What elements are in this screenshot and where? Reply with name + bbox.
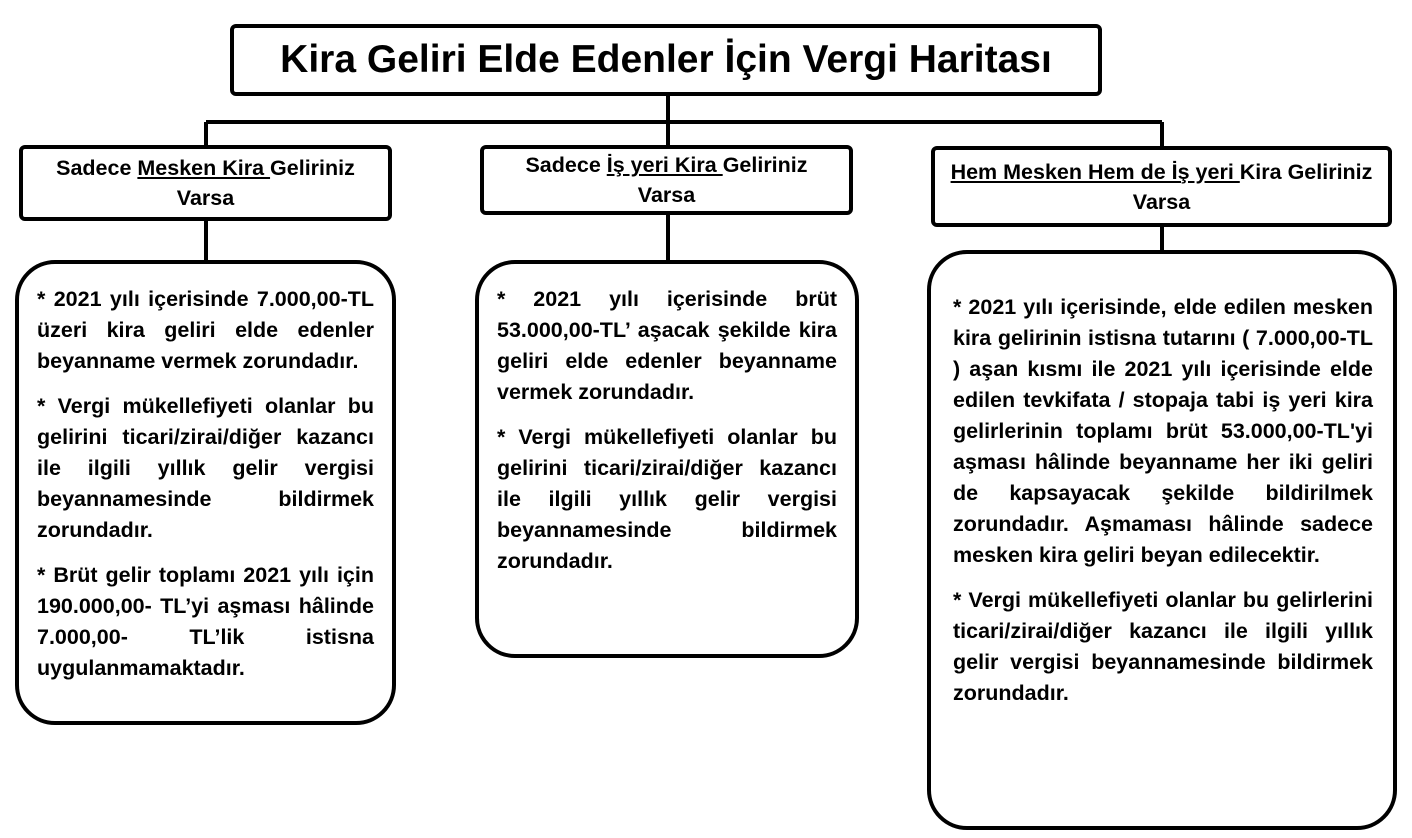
page-title: Kira Geliri Elde Edenler İçin Vergi Haritası — [230, 24, 1102, 96]
header-underlined: Hem Mesken Hem de İş yeri — [950, 159, 1240, 184]
header-suffix: Geliriniz Varsa — [176, 156, 355, 210]
content-box-hem — [927, 250, 1397, 830]
info-paragraph: * Vergi mükellefiyeti olanlar bu gelirlerini ticari/zirai/diğer kazancı ile ilgili yıllık gelir vergisi beyannamesinde bildirmek zorundadır. — [953, 588, 1373, 705]
header-prefix: Sadece — [525, 153, 607, 177]
header-underlined: İş yeri Kira — [606, 153, 723, 177]
info-paragraph: * 2021 yılı içerisinde 7.000,00-TL üzeri kira geliri elde edenler beyanname vermek zorundadır. — [37, 287, 374, 373]
header-suffix: Kira Geliriniz Varsa — [1132, 159, 1373, 214]
header-suffix: Geliriniz Varsa — [637, 153, 808, 207]
info-paragraph: * 2021 yılı içerisinde, elde edilen mesken kira gelirinin istisna tutarını ( 7.000,00-TL ) aşan kısmı ile 2021 yılı içerisinde elde edilen tevkifata / stopaja tabi iş yeri kira gelirlerinin toplamı brüt 53.000,00-TL'yi aşması hâlinde beyanname her iki geliri de kapsayacak şekilde bildirilmek zorundadır. Aşmaması hâlinde sadece mesken kira geliri beyan edilecektir. — [953, 295, 1373, 567]
header-prefix: Sadece — [56, 156, 138, 180]
header-hem-mesken-hem-isyeri — [931, 146, 1392, 227]
header-underlined: Mesken Kira — [137, 156, 271, 180]
info-paragraph: * Brüt gelir toplamı 2021 yılı için 190.000,00- TL’yi aşması hâlinde 7.000,00- TL’lik istisna uygulanmamaktadır. — [37, 563, 374, 680]
content-box-mesken — [15, 260, 396, 725]
header-mesken-text — [33, 153, 378, 213]
content-box-isyeri — [475, 260, 859, 658]
info-paragraph: * Vergi mükellefiyeti olanlar bu gelirini ticari/zirai/diğer kazancı ile ilgili yıllık gelir vergisi beyannamesinde bildirmek zorundadır. — [37, 394, 374, 542]
info-paragraph: * Vergi mükellefiyeti olanlar bu gelirini ticari/zirai/diğer kazancı ile ilgili yıllık gelir vergisi beyannamesinde bildirmek zorundadır. — [497, 425, 837, 573]
header-hem-text — [945, 157, 1378, 217]
info-paragraph: * 2021 yılı içerisinde brüt 53.000,00-TL’ aşacak şekilde kira geliri elde edenler beyanname vermek zorundadır. — [497, 287, 837, 404]
header-mesken — [19, 145, 392, 221]
header-isyeri — [480, 145, 853, 215]
header-isyeri-text — [494, 150, 839, 210]
